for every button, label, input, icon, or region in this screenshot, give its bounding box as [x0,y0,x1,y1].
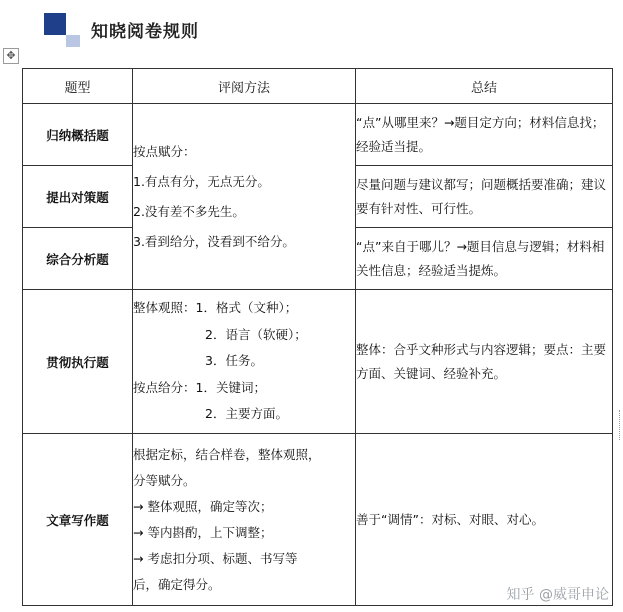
method-line: 3．任务。 [205,353,263,369]
method-line: 3.看到给分，没看到不给分。 [133,233,295,249]
method-cell-shared [133,104,356,290]
method-line: → 等内斟酌，上下调整； [133,524,273,540]
header-summary: 总结 [356,69,613,104]
method-line: 2．语言（软硬）； [205,326,307,342]
method-line: 后，确定得分。 [133,576,221,592]
method-cell-essay [133,434,356,606]
summary-cell: 尽量问题与建议都写；问题概括要准确；建议要有针对性、可行性。 [356,166,613,228]
header-method: 评阅方法 [133,69,356,104]
page-title: 知晓阅卷规则 [91,22,199,42]
method-line: 根据定标，结合样卷，整体观照， [133,446,321,462]
type-cell: 归纳概括题 [23,104,133,166]
method-line: 1.有点有分，无点无分。 [133,173,270,189]
rules-table [22,68,613,606]
type-cell: 提出对策题 [23,166,133,228]
method-line: 按点给分：1．关键词； [133,379,266,395]
method-line: → 整体观照，确定等次； [133,498,273,514]
method-line: 2．主要方面。 [205,406,288,422]
header-type: 题型 [23,69,133,104]
table-header-row [23,69,613,104]
method-line: 整体观照：1．格式（文种）； [133,300,298,316]
logo-square-dark [44,13,66,35]
method-line: 2.没有差不多先生。 [133,203,245,219]
summary-cell: “点”来自于哪儿？→题目信息与逻辑；材料相关性信息；经验适当提炼。 [356,228,613,290]
summary-cell: 善于“调情”：对标、对眼、对心。 [356,434,613,606]
page-edge-marker [619,410,623,440]
type-cell: 综合分析题 [23,228,133,290]
table-row [23,104,613,166]
summary-cell: “点”从哪里来？→题目定方向；材料信息找；经验适当提。 [356,104,613,166]
table-row [23,434,613,606]
type-cell: 贯彻执行题 [23,290,133,434]
method-line: 按点赋分： [133,143,196,159]
type-cell: 文章写作题 [23,434,133,606]
method-cell-execution [133,290,356,434]
table-row [23,290,613,434]
summary-cell: 整体：合乎文种形式与内容逻辑；要点：主要方面、关键词、经验补充。 [356,290,613,434]
method-line: 分等赋分。 [133,472,196,488]
method-line: → 考虑扣分项、标题、书写等 [133,550,298,566]
watermark: 知乎 @威哥申论 [506,587,609,603]
move-anchor-icon[interactable]: ✥ [3,48,19,64]
logo-square-light [66,35,80,47]
